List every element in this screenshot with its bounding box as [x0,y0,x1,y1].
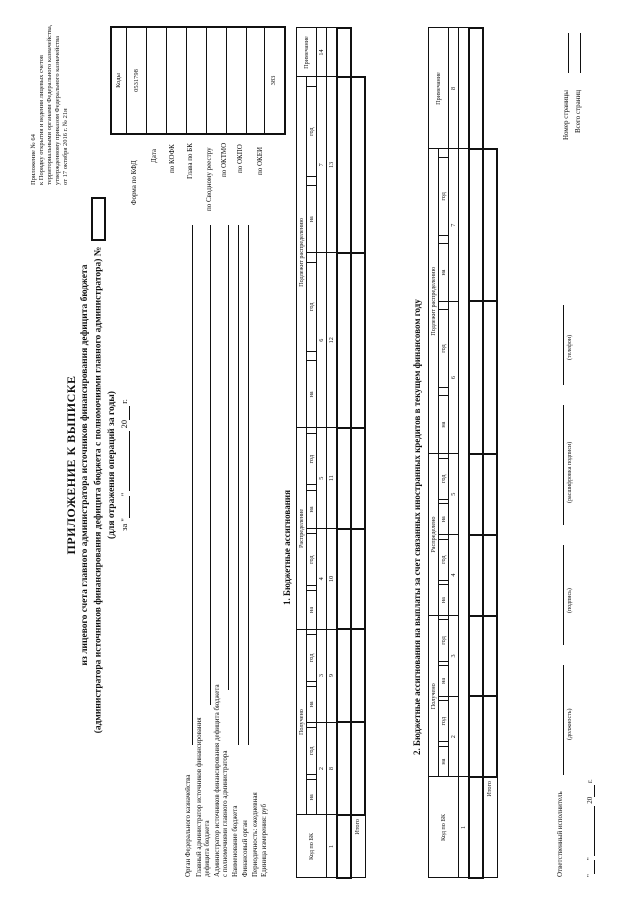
s1-sub-na: на [307,490,317,528]
period-month-field [120,431,130,491]
s1-data-row [337,28,351,878]
executor-signature-line [563,545,564,645]
period-suffix: г. [119,399,129,404]
period-day-field [120,496,130,518]
section2-title: 2. Бюджетные ассигнования на выплаты за счет связанных иностранных кредитов в текущем финансовом году [412,299,422,755]
footer-executor: Ответственный исполнитель [556,791,564,877]
s2-col-num: 2 [449,696,459,777]
approval-line: утвержденному приказом Федерального казначейства [54,35,61,185]
approval-note [30,25,70,185]
label-oktmo: по ОКТМО [220,142,228,177]
s1-col-num: 5 [317,428,327,529]
s1-sub-na: на [307,687,317,722]
pages-total-field [580,33,581,73]
s2-group-distribution: Распределено [429,454,439,616]
s2-col-num: 8 [449,28,459,149]
s1-col-num: 4 [317,529,327,630]
code-registry-cell [207,28,227,133]
s1-col-note: Примечание [297,28,317,77]
form-code: 0531798 [127,28,147,133]
form-subtitle: из лицевого счета главного администратора источников финансирования дефицита бюджета [80,264,90,666]
code-kofk-cell [167,28,187,133]
label-okpo: по ОКПО [236,144,244,173]
s1-col-num: 1 [327,815,338,878]
form-subtitle-2 [91,185,106,745]
s2-col-num: 3 [449,616,459,697]
s2-sub-na: на [439,504,449,535]
period-quote: " [119,492,129,497]
field-line-fin [248,225,249,745]
s1-col-num: 13 [327,77,338,253]
approval-line: к Порядку открытия и ведения лицевых счетов [38,54,45,185]
s2-sub-year: год [439,158,449,236]
header-left-row: Периодичность: ежедневная [251,792,259,877]
s2-sub-year: год [439,458,449,499]
s2-col-num: 4 [449,535,459,616]
s1-total-label: Итого [351,815,365,878]
date-suffix: г. [586,779,594,784]
s1-sub-na: на [307,780,317,815]
s2-group-to-distribute: Подлежит распределению [429,149,439,454]
s2-col-note: Примечание [429,28,449,149]
s2-total-label: Итого [483,777,497,878]
header-left-row: Орган Федерального казначейства [184,774,192,877]
header-left-row: Администратор источников финансирования дефицита бюджета [213,684,221,877]
s2-total-row [483,28,497,878]
s1-col-num: 3 [317,629,327,722]
code-oktmo-cell [227,28,247,133]
header-left-row: Единица измерения: руб [260,803,268,877]
header-left-row: с полномочиями главного администратора [221,750,229,877]
s2-col-num: 5 [449,454,459,535]
s2-sub-na: на [439,243,449,301]
footer-position: (должность) [567,708,573,740]
period-year: 20 [119,419,129,429]
s2-sub-year: год [439,620,449,661]
s1-group-to-distribute: Подлежит распределению [297,77,307,428]
header-left-row: Главный администратор источников финансирования [195,717,203,877]
approval-line: Приложение № 64 [30,134,37,185]
field-line-ofk [192,225,193,745]
header-left-row: Финансовый орган [241,820,249,877]
s2-col-code: Код по БК [429,777,459,878]
executor-decoding-line [563,405,564,525]
account-number-box [91,197,106,241]
s2-sub-na: на [439,665,449,696]
s1-col-num: 8 [327,722,338,815]
s1-col-code: Код по БК [297,815,327,878]
s2-sub-na: на [439,396,449,454]
s1-sub-year: год [307,87,317,177]
approval-line: территориальными органами Федерального казначейства, [46,24,53,185]
s2-sub-year: год [439,310,449,388]
s2-sub-year: год [439,539,449,580]
s1-total-row [351,28,365,878]
date-year-field [585,785,595,797]
s2-col-num: 6 [449,301,459,453]
s1-sub-year: год [307,727,317,774]
s2-col-num: 1 [459,777,470,878]
date-quote: " [586,874,594,877]
s2-sub-na: на [439,585,449,616]
s1-group-received: Получено [297,629,307,815]
code-okpo-cell [247,28,265,133]
s1-col-num: 12 [327,253,338,428]
field-line-budget [238,225,239,745]
footer-phone: (телефон) [567,334,573,360]
table-section2 [428,27,498,879]
s1-col-num: 2 [317,722,327,815]
page-number-label: Номер страницы [562,89,570,140]
form-subtitle-3: (для отражения операций за годы) [107,391,117,539]
subtitle-2-text: (администратора источников финансирования дефицита бюджета с полномочиями главного администратора) № [93,246,104,734]
s1-col-num: 6 [317,253,327,428]
date-month-field [585,806,595,856]
label-chapter: Глава по БК [186,143,194,179]
footer-signature: (подпись) [567,588,573,613]
table-section1 [296,27,366,879]
s1-sub-na: на [307,591,317,629]
codes-header: Коды [112,28,127,133]
date-day-field [585,860,595,874]
label-okei: по ОКЕИ [256,146,264,175]
label-kofk: по КОФК [168,144,176,173]
approval-line: от 17 октября 2016 г. № 21н [62,108,69,185]
s1-col-num: 10 [327,529,338,630]
executor-position-line [563,665,564,775]
label-date: Дата [150,149,158,163]
label-registry: по Сводному реестру [205,147,213,211]
date-quote-close: " [586,857,594,861]
s1-sub-year: год [307,262,317,352]
form-title: ПРИЛОЖЕНИЕ К ВЫПИСКЕ [64,375,78,555]
period-year-field [120,406,130,420]
s2-group-received: Получено [429,616,439,777]
s1-sub-na: на [307,186,317,253]
period-prefix: за " [119,518,129,531]
s2-data-row [469,28,483,878]
title-block [64,185,130,745]
s1-sub-year: год [307,634,317,681]
code-date-cell [147,28,167,133]
s1-col-num: 9 [327,629,338,722]
date-year: 20 [586,796,594,804]
section1-title: 1. Бюджетные ассигнования [282,490,292,605]
s1-col-num: 14 [317,28,327,77]
form-period [118,185,130,745]
label-form-kfd: Форма по КФД [130,160,138,205]
footer-decoding: (расшифровка подписи) [567,441,573,503]
executor-phone-line [563,305,564,385]
s1-col-num: 7 [317,77,327,253]
page-number-field [568,33,569,73]
unit-code: 383 [270,75,277,86]
field-line-admin2 [228,225,229,690]
s1-sub-na: на [307,361,317,428]
footer-date [585,779,595,877]
code-chapter-cell [187,28,207,133]
header-left-row: Наименование бюджета [231,805,239,877]
codes-box [110,26,286,135]
s1-group-distribution: Распределение [297,428,307,629]
s1-sub-year: год [307,534,317,585]
s2-sub-na: на [439,746,449,777]
s2-sub-year: год [439,701,449,742]
s2-col-num: 7 [449,149,459,301]
s1-col-num: 11 [327,428,338,529]
header-left-row: дефицита бюджета [203,820,211,877]
s1-sub-year: год [307,433,317,484]
pages-total-label: Всего страниц [574,89,582,133]
field-line-admin [210,225,211,705]
